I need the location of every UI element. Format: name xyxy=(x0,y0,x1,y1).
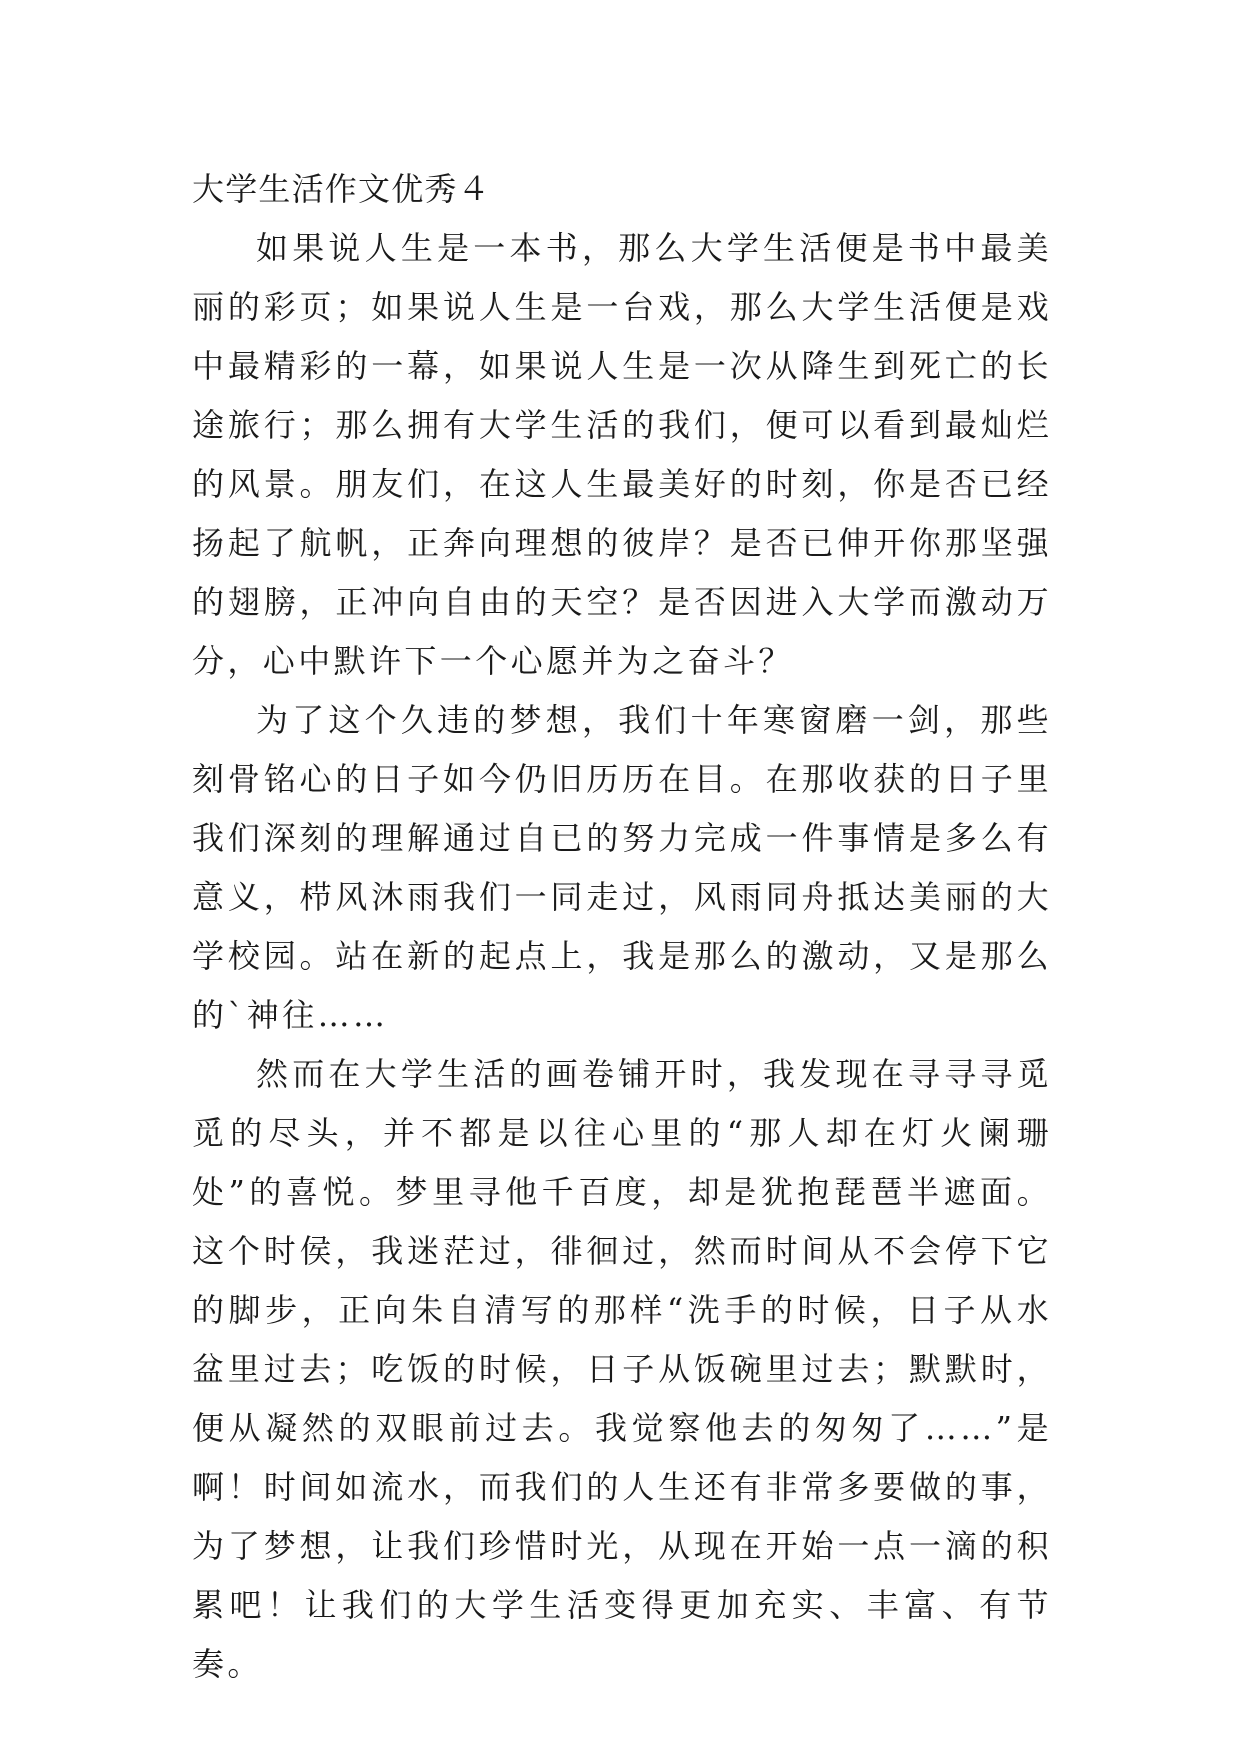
paragraph-3: 然而在大学生活的画卷铺开时，我发现在寻寻寻觅觅的尽头，并不都是以往心里的“那人却在灯火阑珊处”的喜悦。梦里寻他千百度，却是犹抱琵琶半遮面。这个时侯，我迷茫过，徘徊过，然而时间从不会停下它的脚步，正向朱自清写的那样“洗手的时候，日子从水盆里过去；吃饭的时候，日子从饭碗里过去；默默时，便从凝然的双眼前过去。我觉察他去的匆匆了……”是啊！时间如流水，而我们的人生还有非常多要做的事，为了梦想，让我们珍惜时光，从现在开始一点一滴的积累吧！让我们的大学生活变得更加充实、丰富、有节奏。 xyxy=(192,1055,1052,1683)
paragraph-2: 为了这个久违的梦想，我们十年寒窗磨一剑，那些刻骨铭心的日子如今仍旧历历在目。在那收获的日子里我们深刻的理解通过自已的努力完成一件事情是多么有意义，栉风沐雨我们一同走过，风雨同舟抵达美丽的大学校园。站在新的起点上，我是那么的激动，又是那么的`神往…… xyxy=(192,701,1052,1034)
paragraph-1: 如果说人生是一本书，那么大学生活便是书中最美丽的彩页；如果说人生是一台戏，那么大学生活便是戏中最精彩的一幕，如果说人生是一次从降生到死亡的长途旅行；那么拥有大学生活的我们，便可以看到最灿烂的风景。朋友们，在这人生最美好的时刻，你是否已经扬起了航帆，正奔向理想的彼岸？是否已伸开你那坚强的翅膀，正冲向自由的天空？是否因进入大学而激动万分，心中默许下一个心愿并为之奋斗？ xyxy=(192,229,1052,680)
document-title: 大学生活作文优秀４ xyxy=(192,170,491,208)
document-body xyxy=(192,160,1052,1694)
